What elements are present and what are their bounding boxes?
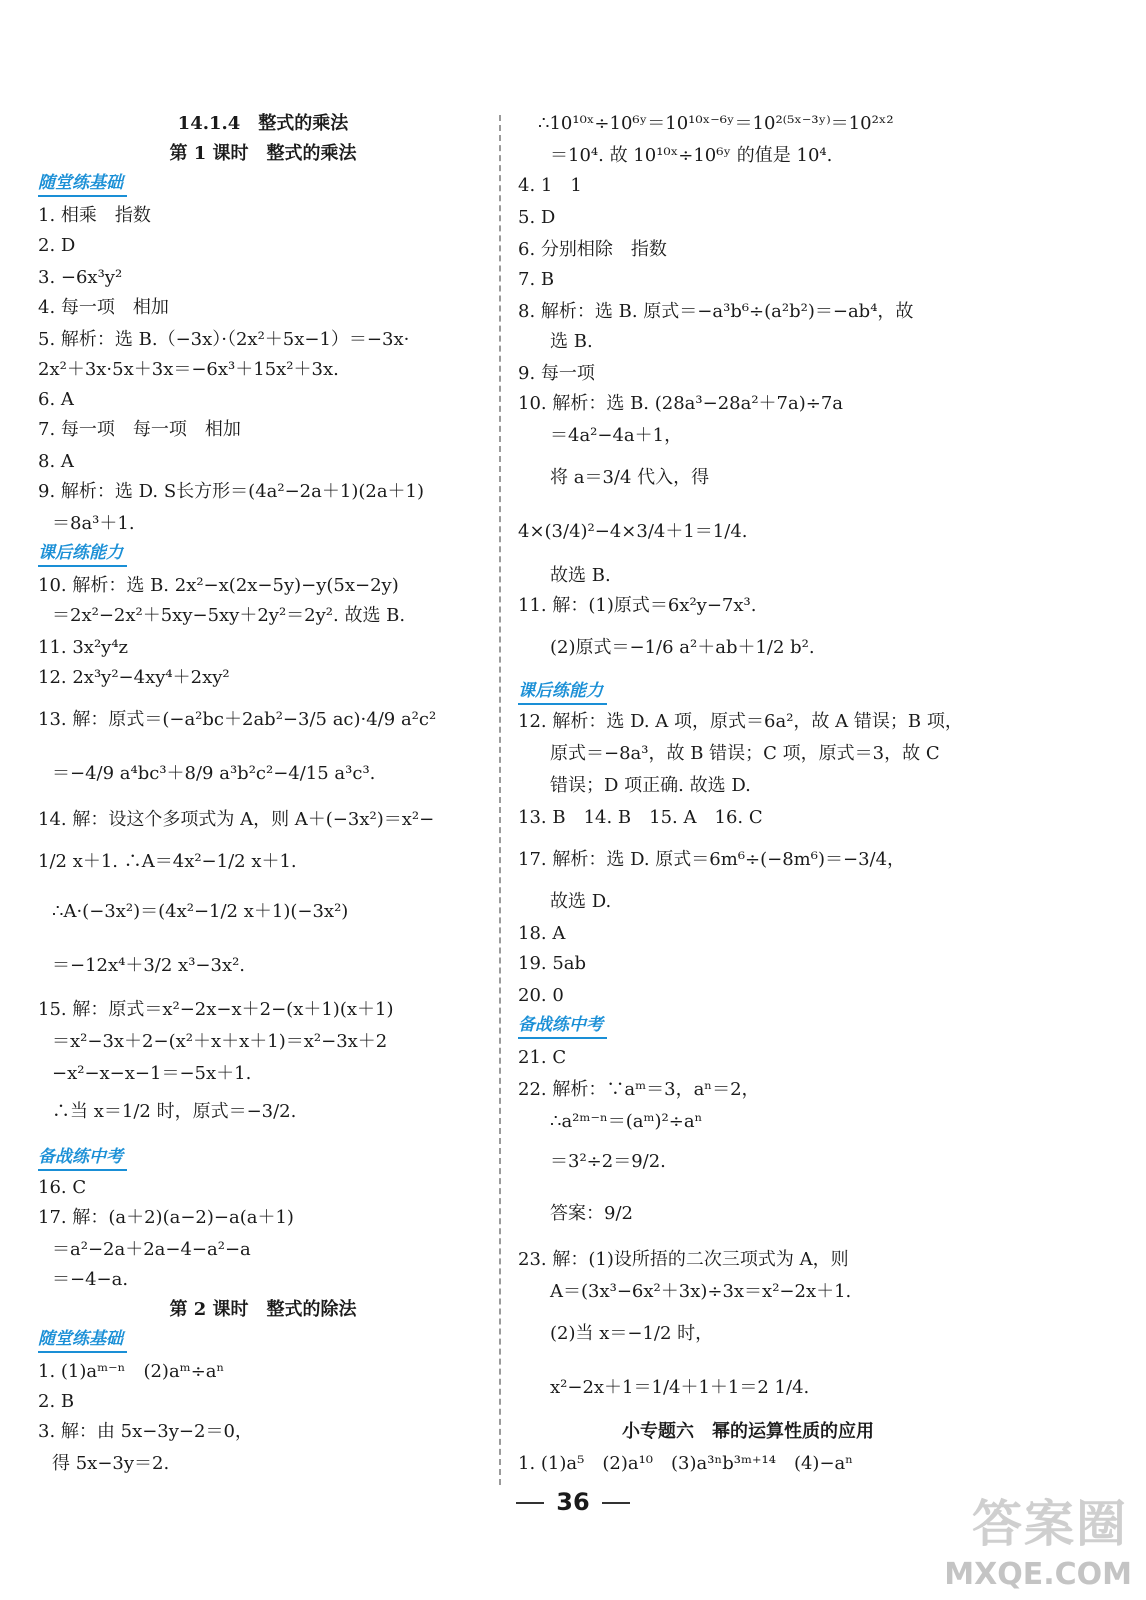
answer-line: ＝−12x⁴＋3/2 x³−3x². [52, 955, 246, 976]
answer-line: ＝x²−3x＋2−(x²＋x＋x＋1)＝x²−3x＋2 [52, 1031, 388, 1052]
answer-line: 13. B 14. B 15. A 16. C [518, 807, 763, 828]
answer-line: 17. 解析：选 D. 原式＝6m⁶÷(−8m⁶)＝−3/4， [518, 849, 906, 870]
answer-line: 11. 解：(1)原式＝6x²y−7x³. [518, 595, 757, 616]
answer-line: 1/2 x＋1. ∴A＝4x²−1/2 x＋1. [38, 851, 297, 872]
answer-line: 故选 B. [550, 565, 611, 586]
answer-line: 4. 1 1 [518, 175, 582, 196]
answer-line: 2x²＋3x·5x＋3x＝−6x³＋15x²＋3x. [38, 359, 339, 380]
page-number-text: 36 [556, 1488, 590, 1516]
answer-line: 12. 解析：选 D. A 项，原式＝6a²，故 A 错误；B 项， [518, 711, 963, 732]
section-heading: 课后练能力 [38, 543, 123, 563]
answer-line: 6. 分别相除 指数 [518, 239, 667, 260]
answer-line: 1. 相乘 指数 [38, 205, 151, 226]
answer-line: 22. 解析：∵aᵐ＝3，aⁿ＝2， [518, 1079, 760, 1100]
answer-line: ＝10⁴. 故 10¹⁰ˣ÷10⁶ʸ 的值是 10⁴. [550, 145, 833, 166]
section-heading: 随堂练基础 [38, 1329, 123, 1349]
answer-line: 6. A [38, 389, 74, 410]
answer-line: 选 B. [550, 331, 593, 352]
answer-line: ∴10¹⁰ˣ÷10⁶ʸ＝10¹⁰ˣ⁻⁶ʸ＝10²⁽⁵ˣ⁻³ʸ⁾＝10²ˣ² [538, 113, 894, 134]
answer-line: 9. 每一项 [518, 363, 595, 384]
answer-line: ＝8a³＋1. [52, 513, 135, 534]
section-heading: 课后练能力 [518, 681, 603, 701]
answer-line: ∴当 x＝1/2 时，原式＝−3/2. [52, 1101, 297, 1122]
answer-line: 原式＝−8a³，故 B 错误；C 项，原式＝3，故 C [550, 743, 940, 764]
answer-line: 3. 解：由 5x−3y−2＝0， [38, 1421, 253, 1442]
dash-left [516, 1502, 544, 1504]
answer-line: 1. (1)aᵐ⁻ⁿ (2)aᵐ÷aⁿ [38, 1361, 225, 1382]
answer-line: 23. 解：(1)设所捂的二次三项式为 A，则 [518, 1249, 849, 1270]
answer-line: 3. −6x³y² [38, 267, 123, 288]
watermark-url: MXQE.COM [944, 1557, 1132, 1592]
section-title: 第 1 课时 整式的乘法 [169, 143, 357, 164]
dash-right [602, 1502, 630, 1504]
answer-line: 18. A [518, 923, 566, 944]
answer-line: 20. 0 [518, 985, 564, 1006]
answer-line: 17. 解：(a＋2)(a−2)−a(a＋1) [38, 1207, 294, 1228]
answer-line: ∴a²ᵐ⁻ⁿ＝(aᵐ)²÷aⁿ [550, 1111, 703, 1132]
answer-line: x²−2x＋1＝1/4＋1＋1＝2 1/4. [550, 1377, 810, 1398]
section-heading: 随堂练基础 [38, 173, 123, 193]
answer-line: 2. D [38, 235, 76, 256]
answer-line: 13. 解：原式＝(−a²bc＋2ab²−3/5 ac)·4/9 a²c² [38, 709, 437, 730]
section-heading: 备战练中考 [518, 1015, 603, 1035]
answer-line: ∴A·(−3x²)＝(4x²−1/2 x＋1)(−3x²) [52, 901, 349, 922]
answer-line: 10. 解析：选 B. 2x²−x(2x−5y)−y(5x−2y) [38, 575, 399, 596]
answer-line: 16. C [38, 1177, 87, 1198]
answer-line: 7. 每一项 每一项 相加 [38, 419, 241, 440]
answer-line: 得 5x−3y＝2. [52, 1453, 170, 1474]
answer-line: 4. 每一项 相加 [38, 297, 169, 318]
answer-line: 错误；D 项正确. 故选 D. [550, 775, 751, 796]
answer-line: ＝4a²−4a＋1， [550, 425, 683, 446]
section-heading: 备战练中考 [38, 1147, 123, 1167]
watermark-logo [944, 1484, 1138, 1594]
answer-line: −x²−x−x−1＝−5x＋1. [52, 1063, 252, 1084]
answer-line: ＝−4−a. [52, 1269, 129, 1290]
answer-line: A＝(3x³−6x²＋3x)÷3x＝x²−2x＋1. [550, 1281, 852, 1302]
answer-line: 5. 解析：选 B.（−3x）·（2x²＋5x−1）＝−3x· [38, 329, 410, 350]
answer-line: ＝−4/9 a⁴bc³＋8/9 a³b²c²−4/15 a³c³. [52, 763, 376, 784]
answer-line: ＝2x²−2x²＋5xy−5xy＋2y²＝2y². 故选 B. [52, 605, 406, 626]
section-title: 第 2 课时 整式的除法 [169, 1299, 357, 1320]
answer-line: 19. 5ab [518, 953, 587, 974]
section-title: 14.1.4 整式的乘法 [177, 113, 349, 134]
answer-line: 15. 解：原式＝x²−2x−x＋2−(x＋1)(x＋1) [38, 999, 394, 1020]
answer-line: 8. 解析：选 B. 原式＝−a³b⁶÷(a²b²)＝−ab⁴，故 [518, 301, 914, 322]
answer-line: 将 a＝3/4 代入，得 [550, 467, 710, 488]
answer-line: 2. B [38, 1391, 75, 1412]
watermark-text: 答案圈 [972, 1495, 1128, 1553]
answer-line: 故选 D. [550, 891, 612, 912]
answer-line: ＝3²÷2＝9/2. [550, 1151, 666, 1172]
answer-line: (2)当 x＝−1/2 时， [550, 1323, 714, 1344]
answer-line: (2)原式＝−1/6 a²＋ab＋1/2 b². [550, 637, 815, 658]
answer-line: 9. 解析：选 D. S长方形＝(4a²−2a＋1)(2a＋1) [38, 481, 425, 502]
answer-line: 答案：9/2 [550, 1203, 633, 1224]
answer-line: 5. D [518, 207, 556, 228]
section-title: 小专题六 幂的运算性质的应用 [622, 1421, 874, 1442]
answer-line: 11. 3x²y⁴z [38, 637, 129, 658]
answer-line: 10. 解析：选 B. (28a³−28a²＋7a)÷7a [518, 393, 844, 414]
answer-line: ＝a²−2a＋2a−4−a²−a [52, 1239, 251, 1260]
column-divider [499, 115, 501, 1485]
answer-line: 4×(3/4)²−4×3/4＋1＝1/4. [518, 521, 748, 542]
answer-line: 14. 解：设这个多项式为 A，则 A＋(−3x²)＝x²− [38, 809, 435, 830]
answer-line: 21. C [518, 1047, 567, 1068]
answer-line: 12. 2x³y²−4xy⁴＋2xy² [38, 667, 230, 688]
answer-line: 7. B [518, 269, 555, 290]
answer-line: 1. (1)a⁵ (2)a¹⁰ (3)a³ⁿb³ᵐ⁺¹⁴ (4)−aⁿ [518, 1453, 854, 1474]
answer-line: 8. A [38, 451, 74, 472]
